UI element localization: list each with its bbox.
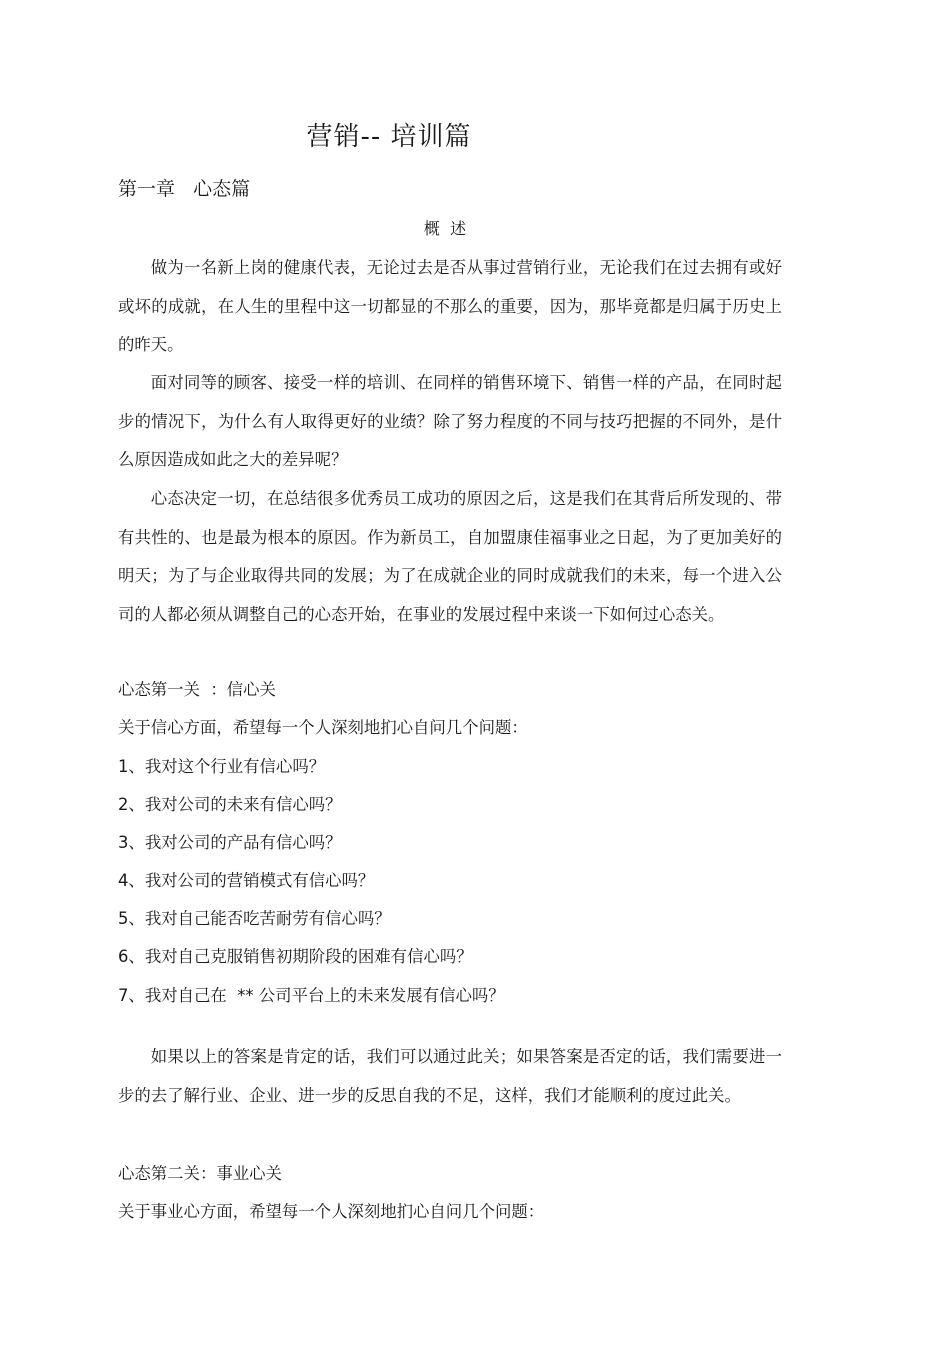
intro-paragraph-2: 面对同等的顾客、接受一样的培训、在同样的销售环境下、销售一样的产品，在同时起步的情况下，为什么有人取得更好的业绩？除了努力程度的不同与技巧把握的不同外，是什么原因造成如此之大的差异呢？ [118, 373, 782, 470]
pass2-intro: 关于事业心方面，希望每一个人深刻地扪心自问几个问题： [118, 1202, 545, 1221]
question-item-5: 5、我对自己能否吃苦耐劳有信心吗？ [118, 909, 391, 928]
intro-paragraph-3: 心态决定一切，在总结很多优秀员工成功的原因之后，这是我们在其背后所发现的、带有共性的、也是最为根本的原因。作为新员工，自加盟康佳福事业之日起，为了更加美好的明天；为了与企业取得共同的发展；为了在成就企业的同时成就我们的未来，每一个进入公司的人都必须从调整自己的心态开始，在事业的发展过程中来谈一下如何过心态关。 [118, 489, 782, 624]
pass2-heading: 心态第二关：事业心关 [118, 1164, 282, 1183]
question-item-3: 3、我对公司的产品有信心吗？ [118, 833, 342, 852]
question-item-1: 1、我对这个行业有信心吗？ [118, 757, 326, 776]
document-title: 营销-- 培训篇 [306, 122, 472, 152]
pass1-conclusion: 如果以上的答案是肯定的话，我们可以通过此关；如果答案是否定的话，我们需要进一步的去了解行业、企业、进一步的反思自我的不足，这样，我们才能顺利的度过此关。 [118, 1047, 782, 1105]
question-item-4: 4、我对公司的营销模式有信心吗？ [118, 871, 375, 890]
chapter-heading: 第一章 心态篇 [118, 178, 251, 200]
question-item-6: 6、我对自己克服销售初期阶段的困难有信心吗？ [118, 947, 473, 966]
section-heading: 概 述 [423, 219, 467, 238]
question-item-7: 7、我对自己在 ** 公司平台上的未来发展有信心吗？ [118, 986, 505, 1005]
intro-paragraph-1: 做为一名新上岗的健康代表，无论过去是否从事过营销行业，无论我们在过去拥有或好或坏的成就，在人生的里程中这一切都显的不那么的重要，因为，那毕竟都是归属于历史上的昨天。 [118, 258, 782, 355]
question-item-2: 2、我对公司的未来有信心吗？ [118, 795, 342, 814]
pass1-heading: 心态第一关 ：信心关 [118, 680, 276, 699]
pass1-intro: 关于信心方面，希望每一个人深刻地扪心自问几个问题： [118, 718, 528, 737]
